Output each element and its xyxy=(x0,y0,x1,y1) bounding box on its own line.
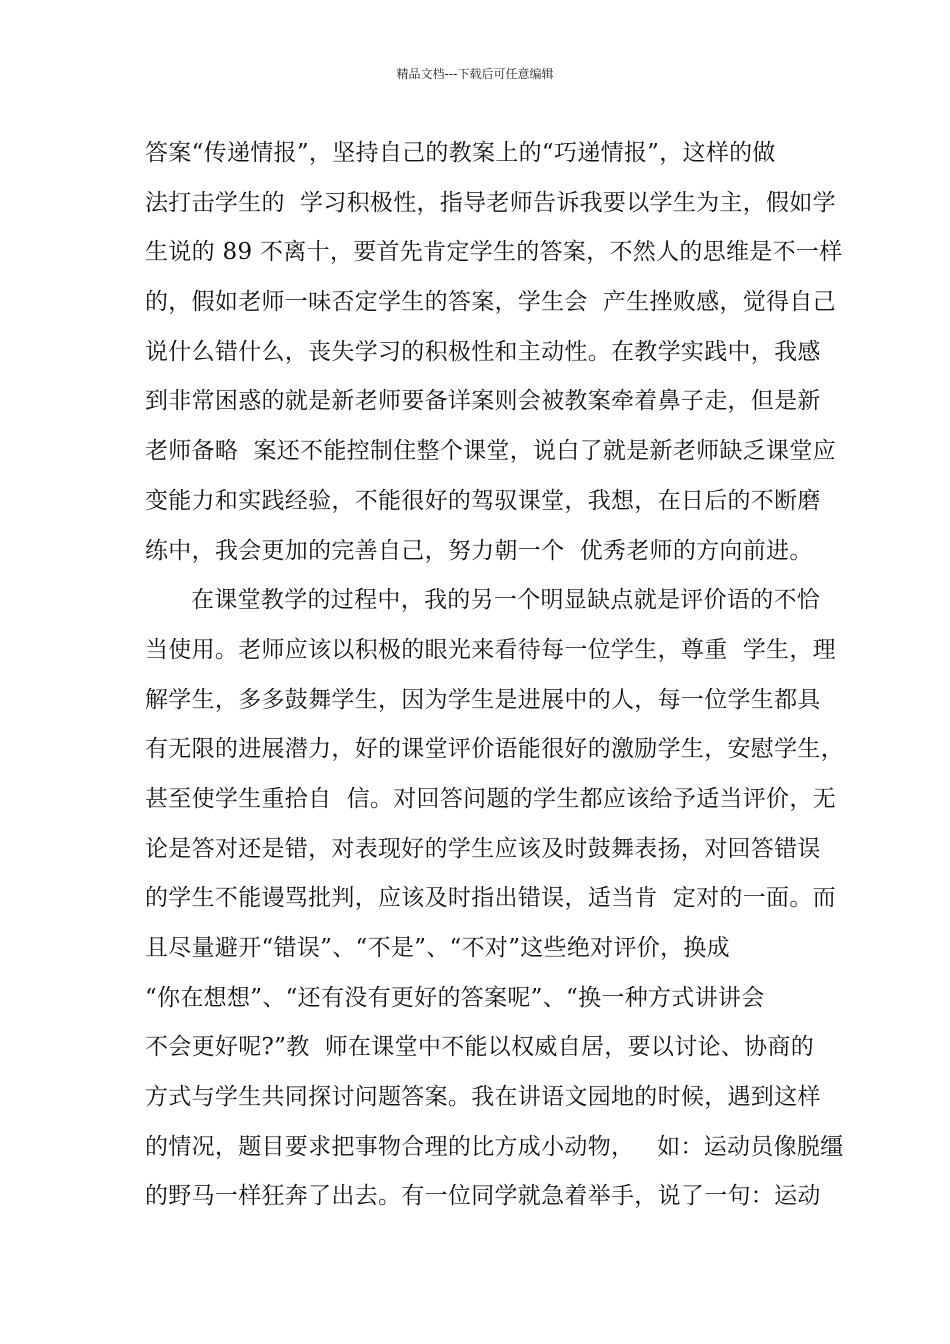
text-line: 说什么错什么，丧失学习的积极性和主动性。在教学实践中，我感 xyxy=(145,338,821,365)
text-line: 甚至使学生重拾自 信。对回答问题的学生都应该给予适当评价，无 xyxy=(145,785,836,812)
text-line: 解学生，多多鼓舞学生，因为学生是进展中的人，每一位学生都具 xyxy=(145,686,821,713)
text-line: 的学生不能谩骂批判，应该及时指出错误，适当肯 定对的一面。而 xyxy=(145,885,836,912)
text-line: 练中，我会更加的完善自己，努力朝一个 优秀老师的方向前进。 xyxy=(145,537,813,564)
text-line: 方式与学生共同探讨问题答案。我在讲语文园地的时候，遇到这样 xyxy=(145,1084,821,1111)
text-line: 在课堂教学的过程中，我的另一个明显缺点就是评价语的不恰 xyxy=(191,587,821,614)
text-line: 生说的 89 不离十，要首先肯定学生的答案，不然人的思维是不一样 xyxy=(145,239,843,266)
text-line: 法打击学生的 学习积极性，指导老师告诉我要以学生为主，假如学 xyxy=(145,189,836,216)
paragraph-2 xyxy=(145,576,844,1222)
text-line: 到非常困惑的就是新老师要备详案则会被教案牵着鼻子走，但是新 xyxy=(145,388,821,415)
text-line: 的野马一样狂奔了出去。有一位同学就急着举手，说了一句：运动 xyxy=(145,1183,821,1210)
text-line: 当使用。老师应该以积极的眼光来看待每一位学生，尊重 学生，理 xyxy=(145,636,836,663)
paragraph-1 xyxy=(145,129,843,576)
text-line: 变能力和实践经验，不能很好的驾驭课堂，我想，在日后的不断磨 xyxy=(145,487,821,514)
text-line: 老师备略 案还不能控制住整个课堂，说白了就是新老师缺乏课堂应 xyxy=(145,438,836,465)
document-body xyxy=(145,129,844,1222)
text-line: 不会更好呢?”教 师在课堂中不能以权威自居，要以讨论、协商的 xyxy=(145,1034,815,1061)
text-line: 且尽量避开“错误”、“不是”、“不对”这些绝对评价，换成 xyxy=(145,935,730,961)
page-header: 精品文档---下载后可任意编辑 xyxy=(396,67,554,81)
text-line: 有无限的进展潜力，好的课堂评价语能很好的激励学生，安慰学生， xyxy=(145,736,844,763)
text-line: “你在想想”、“还有没有更好的答案呢”、“换一种方式讲讲会 xyxy=(145,984,765,1011)
text-line: 的情况，题目要求把事物合理的比方成小动物， 如：运动员像脱缰 xyxy=(145,1133,844,1160)
text-line: 论是答对还是错，对表现好的学生应该及时鼓舞表扬，对回答错误 xyxy=(145,835,821,862)
text-line: 答案“传递情报”，坚持自己的教案上的“巧递情报”，这样的做 xyxy=(145,140,776,166)
text-line: 的，假如老师一味否定学生的答案，学生会 产生挫败感，觉得自己 xyxy=(145,289,836,316)
